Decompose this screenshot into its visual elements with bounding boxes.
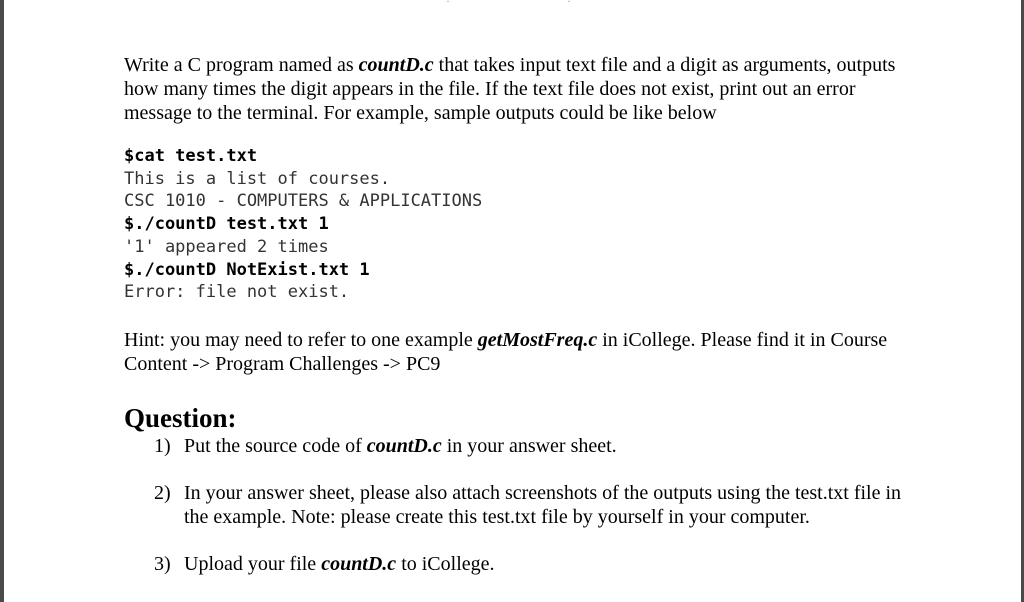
question-filename: countD.c (366, 434, 442, 457)
question-filename: countD.c (321, 552, 397, 575)
intro-text-pre: Write a C program named as (124, 54, 359, 76)
question-number: 1) (154, 434, 171, 457)
question-text-post: in your answer sheet. (441, 434, 617, 457)
code-line-run-command-1: $./countD test.txt 1 (124, 214, 329, 235)
question-list (124, 434, 924, 576)
question-text-pre: Upload your file (184, 552, 322, 575)
code-line-run-command-2: $./countD NotExist.txt 1 (124, 259, 370, 280)
intro-filename: countD.c (358, 54, 434, 76)
code-line-output-1: '1' appeared 2 times (124, 236, 329, 257)
question-text: In your answer sheet, please also attach screenshots of the outputs using the test.txt file in the example. Note: please create this test.txt file by yourself in your computer. (184, 481, 902, 528)
hint-text-pre: Hint: you may need to refer to one example (124, 328, 478, 351)
question-heading: Question: (124, 402, 237, 433)
question-item-1 (124, 434, 924, 458)
intro-paragraph (124, 53, 924, 125)
left-page-border (0, 0, 4, 602)
sample-output-block (124, 145, 924, 304)
question-item-2 (124, 481, 924, 529)
code-line-output-2: Error: file not exist. (124, 282, 350, 303)
hint-paragraph (124, 328, 924, 376)
hint-text-post: in iCollege. Please find it in Course Content -> Program Challenges -> PC9 (124, 328, 888, 375)
hint-filename: getMostFreq.c (477, 328, 598, 351)
code-line-file-content-2: CSC 1010 - COMPUTERS & APPLICATIONS (124, 191, 483, 212)
question-text-pre: Put the source code of (184, 434, 367, 457)
document-body (124, 53, 924, 576)
code-line-file-content-1: This is a list of courses. (124, 168, 391, 189)
intro-text-post: that takes input text file and a digit as arguments, outputs how many times the digit appears in the file. If the text file does not exist, print out an error message to the terminal. For example, sample outputs could be like below (124, 54, 896, 124)
question-text-post: to iCollege. (396, 552, 495, 575)
code-line-cat-command: $cat test.txt (124, 146, 258, 166)
question-number: 2) (154, 481, 171, 504)
cropped-header-fragment: · · (446, 0, 574, 8)
question-number: 3) (154, 552, 171, 575)
question-item-3 (124, 552, 924, 576)
